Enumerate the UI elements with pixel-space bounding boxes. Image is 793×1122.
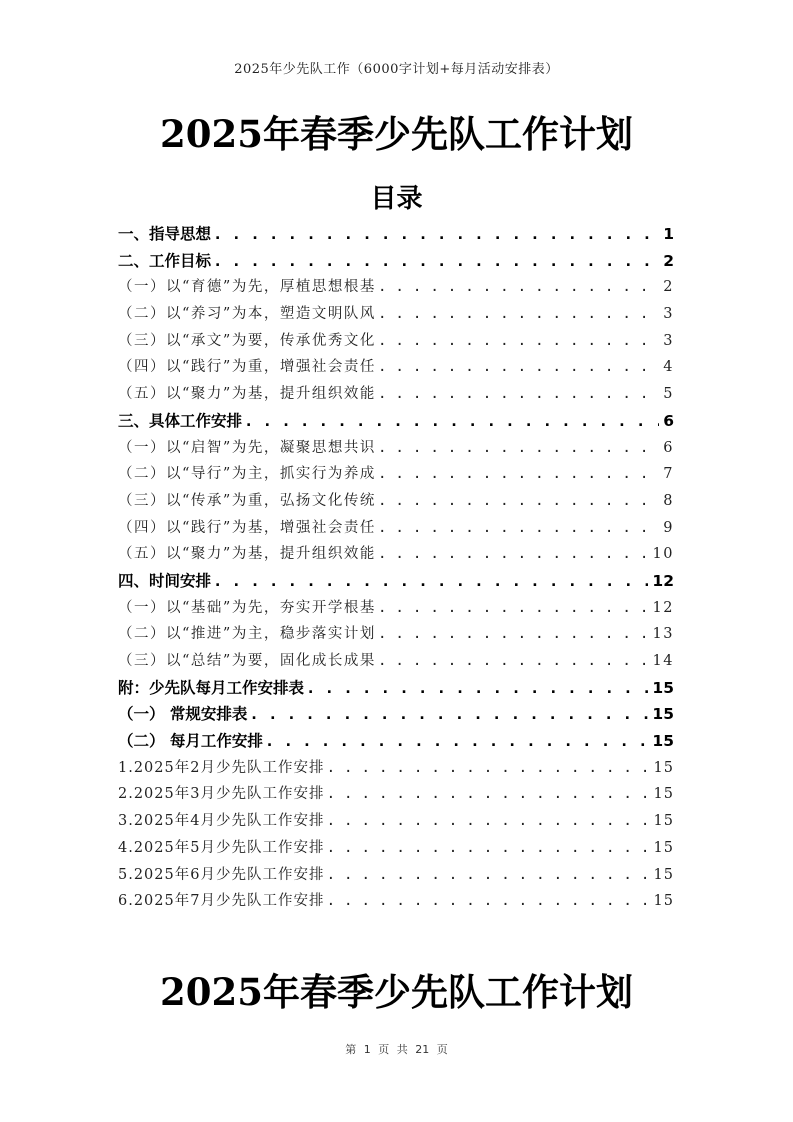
toc-entry[interactable]	[118, 728, 674, 755]
toc-entry[interactable]	[118, 381, 674, 408]
toc-entry-label: 4.2025年5月少先队工作安排	[118, 839, 325, 856]
toc-entry[interactable]	[118, 755, 674, 782]
toc-entry-page: 7	[663, 466, 674, 483]
dot-leader	[378, 515, 659, 542]
toc-entry-page: 13	[652, 626, 674, 643]
toc-entry-label: 三、具体工作安排	[118, 411, 243, 430]
toc-entry[interactable]	[118, 515, 674, 542]
dot-leader	[265, 728, 649, 755]
toc-entry-page: 15	[652, 732, 674, 751]
toc-heading: 目录	[370, 184, 423, 214]
toc-entry-label: 6.2025年7月少先队工作安排	[118, 893, 325, 910]
toc-entry-label: （二）以“推进”为主，稳步落实计划	[118, 626, 376, 643]
dot-leader	[378, 541, 649, 568]
dot-leader	[378, 621, 649, 648]
toc-entry-label: （三）以“承文”为要，传承优秀文化	[118, 332, 376, 349]
toc-entry-page: 15	[653, 893, 674, 910]
dot-leader	[378, 274, 659, 301]
dot-leader	[378, 648, 649, 675]
toc-entry-page: 15	[652, 705, 674, 724]
toc-entry-page: 15	[653, 866, 674, 883]
toc-entry-label: （三）以“传承”为重，弘扬文化传统	[118, 492, 376, 509]
dot-leader	[378, 488, 659, 515]
toc-entry[interactable]	[118, 488, 674, 515]
toc-entry[interactable]	[118, 301, 674, 328]
toc-entry-page: 10	[652, 546, 674, 563]
toc-entry[interactable]	[118, 408, 674, 435]
toc-entry[interactable]	[118, 435, 674, 462]
toc-entry[interactable]	[118, 675, 674, 702]
toc-entry-label: 1.2025年2月少先队工作安排	[118, 759, 325, 776]
toc-entry[interactable]	[118, 541, 674, 568]
toc-entry[interactable]	[118, 274, 674, 301]
toc-entry-page: 15	[653, 813, 674, 830]
toc-entry-page: 3	[663, 332, 674, 349]
toc-entry[interactable]	[118, 248, 674, 275]
toc-entry[interactable]	[118, 354, 674, 381]
toc-entry[interactable]	[118, 568, 674, 595]
toc-entry-label: （五）以“聚力”为基，提升组织效能	[118, 546, 376, 563]
toc-entry-label: （四）以“践行”为基，增强社会责任	[118, 519, 376, 536]
dot-leader	[326, 808, 649, 835]
toc-entry[interactable]	[118, 221, 674, 248]
toc-entry[interactable]	[118, 648, 674, 675]
dot-leader	[326, 781, 649, 808]
toc-entry[interactable]	[118, 808, 674, 835]
dot-leader	[378, 381, 659, 408]
toc-entry-page: 8	[663, 492, 674, 509]
toc-entry-label: （四）以“践行”为重，增强社会责任	[118, 359, 376, 376]
table-of-contents	[118, 221, 674, 915]
toc-entry[interactable]	[118, 461, 674, 488]
document-title: 2025年春季少先队工作计划	[160, 112, 633, 156]
dot-leader	[326, 835, 649, 862]
dot-leader	[378, 354, 659, 381]
toc-entry-page: 15	[653, 759, 674, 776]
toc-entry[interactable]	[118, 888, 674, 915]
body-title: 2025年春季少先队工作计划	[160, 970, 633, 1014]
dot-leader	[378, 595, 649, 622]
dot-leader	[326, 755, 649, 782]
toc-entry-label: （一） 常规安排表	[118, 705, 248, 724]
toc-entry-label: （二）以“导行”为主，抓实行为养成	[118, 466, 376, 483]
dot-leader	[213, 221, 659, 248]
dot-leader	[244, 408, 659, 435]
dot-leader	[213, 248, 659, 275]
toc-entry-page: 3	[663, 306, 674, 323]
dot-leader	[326, 888, 649, 915]
toc-entry-page: 6	[663, 411, 674, 430]
toc-entry-page: 15	[652, 678, 674, 697]
dot-leader	[378, 328, 659, 355]
toc-entry-page: 2	[663, 251, 674, 270]
page-footer: 第 1 页 共 21 页	[345, 1043, 448, 1056]
toc-entry[interactable]	[118, 621, 674, 648]
toc-entry-label: 3.2025年4月少先队工作安排	[118, 813, 325, 830]
toc-entry[interactable]	[118, 835, 674, 862]
toc-entry-label: （二） 每月工作安排	[118, 732, 263, 751]
toc-entry-label: 二、工作目标	[118, 251, 212, 270]
toc-entry-page: 1	[663, 225, 674, 243]
toc-entry-label: （一）以“育德”为先，厚植思想根基	[118, 279, 376, 296]
toc-entry-label: 2.2025年3月少先队工作安排	[118, 786, 325, 803]
toc-entry-label: （二）以“养习”为本，塑造文明队风	[118, 306, 376, 323]
toc-entry-page: 2	[663, 279, 674, 296]
toc-entry[interactable]	[118, 595, 674, 622]
dot-leader	[326, 862, 649, 889]
toc-entry-label: 一、指导思想	[118, 225, 212, 243]
toc-entry[interactable]	[118, 862, 674, 889]
toc-entry-page: 15	[653, 839, 674, 856]
dot-leader	[378, 301, 659, 328]
dot-leader	[378, 435, 659, 462]
toc-entry-page: 12	[652, 571, 674, 590]
dot-leader	[249, 701, 648, 728]
toc-entry-label: 四、时间安排	[118, 571, 212, 590]
toc-entry-page: 5	[663, 386, 674, 403]
toc-entry-page: 9	[663, 519, 674, 536]
toc-entry-label: （五）以“聚力”为基，提升组织效能	[118, 386, 376, 403]
page-header: 2025年少先队工作（6000字计划+每月活动安排表）	[234, 62, 559, 77]
toc-entry-page: 15	[653, 786, 674, 803]
toc-entry-label: 5.2025年6月少先队工作安排	[118, 866, 325, 883]
toc-entry-label: 附：少先队每月工作安排表	[118, 678, 305, 697]
dot-leader	[213, 568, 648, 595]
dot-leader	[306, 675, 648, 702]
toc-entry-page: 12	[652, 599, 674, 616]
toc-entry-label: （一）以“启智”为先，凝聚思想共识	[118, 439, 376, 456]
toc-entry[interactable]	[118, 328, 674, 355]
toc-entry[interactable]	[118, 781, 674, 808]
dot-leader	[378, 461, 659, 488]
toc-entry-label: （一）以“基础”为先，夯实开学根基	[118, 599, 376, 616]
toc-entry-page: 6	[663, 439, 674, 456]
toc-entry-page: 14	[652, 653, 674, 669]
toc-entry[interactable]	[118, 701, 674, 728]
toc-entry-label: （三）以“总结”为要，固化成长成果	[118, 653, 376, 669]
toc-entry-page: 4	[663, 359, 674, 376]
